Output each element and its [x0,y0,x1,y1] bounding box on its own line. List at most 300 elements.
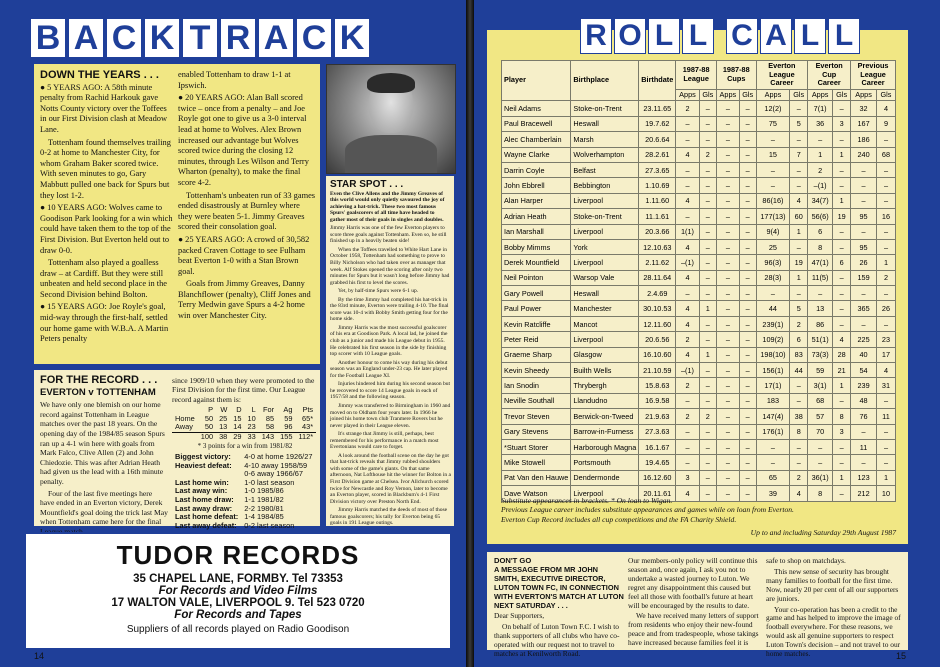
player-birthplace: Wolverhampton [571,147,639,162]
player-stat: 239(1) [756,316,790,331]
player-stat: 176(1) [756,424,790,439]
player-stat: 4 [676,347,699,362]
player-stat: – [876,286,895,301]
player-stat: – [833,486,851,501]
masthead-letter: C [296,18,332,58]
player-stat: 2 [676,332,699,347]
player-stat: 167 [851,116,877,131]
player-stat: – [833,239,851,254]
record-cell: 15 [233,413,242,423]
player-row [502,378,896,393]
ad-footer: Suppliers of all records played on Radio Goodison [126,624,350,635]
player-stat: 20.6.56 [639,332,676,347]
player-row [502,316,896,331]
player-stat: – [833,162,851,177]
player-stat: – [790,101,808,116]
player-stat: 38 [790,409,808,424]
player-stat: – [790,239,808,254]
player-name: Paul Power [502,301,571,316]
player-birthplace: York [571,239,639,254]
ad-address-2: 17 WALTON VALE, LIVERPOOL 9. Tel 523 0720 [111,597,365,609]
player-stat: 9(4) [756,224,790,239]
message-subheading: A MESSAGE FROM MR JOHN SMITH, EXECUTIVE DIRECTOR, LUTON TOWN FC, IN CONNECTION WITH EVERTON'S MATCH AT LUTON NEXT SATURDAY . . . [494,564,624,610]
down-the-years-paragraph: ● 10 YEARS AGO: Wolves came to Goodison Park looking for a win which could have taken them to the top of the First Division. But Everton held out to draw 0-0. [40,203,173,255]
star-spot-paragraph: Another honour to come his way during his debut season was an England under-23 cap. He later played for the Football League XI. [330,359,448,379]
player-birthplace: Builth Wells [571,363,639,378]
player-stat: – [699,193,716,208]
player-stat: – [699,316,716,331]
player-stat: – [739,224,756,239]
player-name: Neil Adams [502,101,571,116]
player-stat: 15.8.63 [639,378,676,393]
player-stat: 65 [756,470,790,485]
player-stat: 27.3.65 [639,162,676,177]
player-row [502,409,896,424]
player-name: Mike Stowell [502,455,571,470]
star-spot-paragraph: A look around the football scene on the day he got that hat-trick reveals that Jimmy rubbed shoulders with some of the game's giants. On that same afternoon, Nat Lofthouse hit the winner for Bolton in a First Division game at Chelsea. Ivor Allchurch scored twice for Newcastle and Roy Vernon, later to become an Everton player, scored in Blackburn's 4-1 First Division victory over Preston North End. [330,452,451,505]
masthead-letter: O [614,18,646,54]
record-cell: 59 [284,413,293,423]
player-stat: 95 [851,209,877,224]
player-birthplace: Liverpool [571,255,639,270]
player-stat: 2 [676,378,699,393]
masthead-letter [716,18,724,52]
player-stat: 159 [851,270,877,285]
player-name: Paul Bracewell [502,116,571,131]
player-stat: 177(13) [756,209,790,224]
player-stat: – [739,455,756,470]
for-the-record-subheading: EVERTON v TOTTENHAM [40,386,156,398]
player-stat: 198(10) [756,347,790,362]
player-row [502,286,896,301]
col-previous-league: Previous League Career [851,61,896,90]
jimmy-harris-photo [326,64,456,174]
player-stat: 27.3.63 [639,424,676,439]
player-stat: 240 [851,147,877,162]
player-stat: – [851,455,877,470]
masthead-letter: R [580,18,612,54]
player-stat: – [790,132,808,147]
player-stat: 2.11.62 [639,255,676,270]
message-heading: DON'T GO [494,556,532,565]
player-stat: – [739,424,756,439]
player-stat: 4 [790,193,808,208]
ad-tagline-2: For Records and Tapes [174,609,302,621]
record-header-cell: W [220,405,228,415]
record-cell: 58 [265,422,275,432]
for-the-record-paragraph: We have only one blemish on our home record against Tottenham in League matches over the past 18 years. On the opening day of the 1984/85 season Spurs ran up a 4-1 win here with goals from Mark Falco, Clive Allen (2) and John Chiedozie. This was after Adrian Heath had given us the lead with a 16th minute penalty. [40,400,165,486]
star-spot-paragraph: Injuries hindered him during his second season but he recovered to score 14 League goals in each of 1957/58 and the following season. [330,381,450,401]
player-name: Wayne Clarke [502,147,571,162]
player-stat: – [739,178,756,193]
player-stat: 1 [876,255,895,270]
player-stat: 60 [790,209,808,224]
player-stat: 10 [876,486,895,501]
player-stat: – [833,101,851,116]
up-to-date-note: Up to and including Saturday 29th August 1987 [750,528,896,537]
masthead-letter: R [220,18,256,58]
down-the-years-col2 [178,70,316,324]
player-stat: 56(6) [808,209,833,224]
player-stat: – [676,162,699,177]
player-stat: – [716,270,739,285]
record-cell: 33 [247,432,256,441]
ad-address-1: 35 CHAPEL LANE, FORMBY. Tel 73353 [133,573,343,585]
player-stat: 26 [876,301,895,316]
player-stat: 54 [851,363,877,378]
player-birthplace: Berwick-on-Tweed [571,409,639,424]
player-name: Pat Van den Hauwe [502,470,571,485]
player-stat: 3 [833,116,851,131]
stat-value: 0-2 last season [244,520,295,530]
player-row [502,424,896,439]
player-stat: 30.10.53 [639,301,676,316]
player-stat: 1 [833,470,851,485]
player-stat: – [833,316,851,331]
player-stat: 19.4.65 [639,455,676,470]
player-stat: – [876,193,895,208]
player-stat: 7 [790,147,808,162]
player-stat: – [716,316,739,331]
player-stat: – [851,178,877,193]
stat-label: Last away win: [175,486,228,496]
player-stat: 3 [833,424,851,439]
player-stat: – [808,286,833,301]
player-stat: 109(2) [756,332,790,347]
player-stat: – [739,378,756,393]
stat-label: Last away defeat: [175,520,237,530]
player-stat: – [739,255,756,270]
masthead-letter: C [726,18,758,54]
player-name: Graeme Sharp [502,347,571,362]
masthead-letter: L [828,18,860,54]
col-gls: Gls [699,89,716,101]
player-row [502,116,896,131]
player-stat: 47(1) [808,255,833,270]
player-stat: 4 [876,101,895,116]
player-name: Ian Marshall [502,224,571,239]
col-apps: Apps [851,89,877,101]
player-stat: – [676,209,699,224]
player-row [502,332,896,347]
player-name: Darrin Coyle [502,162,571,177]
player-stat: – [739,409,756,424]
record-cell: 29 [233,432,242,441]
player-stat: – [756,162,790,177]
player-stat: 123 [851,470,877,485]
player-birthplace: Liverpool [571,224,639,239]
record-cell: 23 [247,422,256,432]
col-gls: Gls [833,89,851,101]
player-birthplace: Stoke-on-Trent [571,209,639,224]
player-stat: – [739,439,756,454]
player-row [502,270,896,285]
player-stat: 12.10.63 [639,239,676,254]
player-stat: – [756,439,790,454]
player-stat: 8 [833,409,851,424]
player-stat: – [876,132,895,147]
page-number-left: 14 [34,651,45,661]
masthead-letter: L [794,18,826,54]
player-name: Bobby Mimms [502,239,571,254]
player-name: Neville Southall [502,393,571,408]
player-row [502,224,896,239]
player-birthplace: Liverpool [571,332,639,347]
record-cell: Away [175,422,193,432]
record-stats-table [172,453,315,530]
player-stat: – [699,255,716,270]
player-stat: 1 [808,147,833,162]
player-stat: – [699,101,716,116]
player-birthplace: Marsh [571,132,639,147]
backtrack-masthead [30,18,370,58]
stat-value: 1-0 last season [244,477,295,487]
player-birthplace: Stoke-on-Trent [571,101,639,116]
record-header-cell: Ag [283,405,293,415]
player-stat: – [739,286,756,301]
player-stat: – [739,347,756,362]
player-stat: – [716,255,739,270]
player-row [502,193,896,208]
player-stat: – [756,455,790,470]
player-stat: 2 [676,409,699,424]
player-birthplace: Glasgow [571,347,639,362]
player-stat: 1 [876,470,895,485]
player-stat: – [699,393,716,408]
player-stat: – [790,439,808,454]
player-stat: 1 [833,193,851,208]
player-stat: 11 [876,409,895,424]
stat-label: Last away draw: [175,503,233,513]
player-birthplace: Mancot [571,316,639,331]
player-stat: 2 [699,147,716,162]
player-stat: 19 [833,209,851,224]
player-stat: – [833,132,851,147]
player-stat: – [790,162,808,177]
col-everton-cup: Everton Cup Career [808,61,851,90]
player-stat: – [739,470,756,485]
player-name: Adrian Heath [502,209,571,224]
record-cell: 25 [219,413,228,423]
player-name: Alan Harper [502,193,571,208]
player-birthplace: Liverpool [571,486,639,501]
player-stat: – [739,116,756,131]
record-cell: 96 [284,422,293,432]
spine-gutter [466,0,474,667]
stat-label: Last home defeat: [175,512,239,522]
player-stat: 23 [876,332,895,347]
player-stat: 28.2.61 [639,147,676,162]
player-stat: 8 [808,239,833,254]
league-record-table [172,406,316,441]
player-stat: – [716,363,739,378]
player-stat: 44 [756,301,790,316]
player-birthplace: Dendermonde [571,470,639,485]
player-stat: – [716,347,739,362]
player-stat: 4 [676,147,699,162]
player-row [502,455,896,470]
player-stat: 6 [808,224,833,239]
col-everton-league: Everton League Career [756,61,808,90]
player-birthplace: Llandudno [571,393,639,408]
player-stat: 1 [790,270,808,285]
stat-value: 2-2 1980/81 [244,503,284,513]
player-stat: – [676,393,699,408]
player-stat: 96(3) [756,255,790,270]
player-stat: 25 [756,239,790,254]
stat-label: Last home win: [175,477,229,487]
player-stat: – [716,162,739,177]
col-apps: Apps [756,89,790,101]
player-stat: 75 [756,116,790,131]
player-stat: 3(1) [808,378,833,393]
player-stat: – [676,439,699,454]
player-name: Peter Reid [502,332,571,347]
player-stat: 6 [833,255,851,270]
record-cell: 50 [204,413,214,423]
player-stat: 34(7) [808,193,833,208]
record-cell: 50 [204,422,214,432]
player-stat: 4 [833,332,851,347]
player-row [502,147,896,162]
player-birthplace: Barrow-in-Furness [571,424,639,439]
player-stat: 7(1) [808,101,833,116]
player-stat: – [876,455,895,470]
player-stat: – [851,286,877,301]
col-league-8788: 1987-88 League [676,61,717,90]
player-stat: 1 [833,378,851,393]
player-stat: 2 [808,162,833,177]
stat-value: 4-10 away 1958/59 [244,460,308,470]
record-cell: Home [175,413,195,423]
player-stat: 83 [790,347,808,362]
player-stat: 1.10.69 [639,178,676,193]
star-spot-intro: Even the Clive Allens and the Jimmy Greaves of this world would only quietly savoured the joy of achieving a hat-trick. These two most famous Spurs' goalscorers of all time have headed to gather most of their goals in singles and doubles. [330,190,445,223]
player-stat: – [833,178,851,193]
masthead-letter: K [144,18,180,58]
player-stat: – [699,239,716,254]
player-stat: – [716,409,739,424]
player-stat: 73(3) [808,347,833,362]
player-row [502,239,896,254]
masthead-letter: L [682,18,714,54]
stat-label: Biggest victory: [175,452,231,461]
player-birthplace: Portsmouth [571,455,639,470]
player-stat: 6 [790,332,808,347]
player-name: John Ebbrell [502,178,571,193]
player-stat: – [699,424,716,439]
player-stat: – [716,332,739,347]
player-stat: 4 [676,239,699,254]
player-stat: – [739,147,756,162]
col-apps: Apps [716,89,739,101]
player-stat: – [676,132,699,147]
player-name: Neil Pointon [502,270,571,285]
player-birthplace: Warsop Vale [571,270,639,285]
col-gls: Gls [790,89,808,101]
player-stat: – [739,193,756,208]
player-stat: 186 [851,132,877,147]
message-paragraph: Dear Supporters, [494,611,545,621]
player-stat: – [716,132,739,147]
message-col2 [628,557,762,650]
record-header-cell: P [208,405,214,415]
player-stat: – [739,486,756,501]
player-stat: 1 [699,347,716,362]
player-stat: – [699,378,716,393]
player-stat: – [739,316,756,331]
player-row [502,393,896,408]
star-spot-paragraph: It's strange that Jimmy is still, perhaps, best remembered for his performance in a match most Evertonians would care to forget. [330,431,439,451]
player-stat: – [739,209,756,224]
record-row [172,415,316,424]
player-row [502,363,896,378]
player-stat: – [676,178,699,193]
player-stat: 44 [790,363,808,378]
player-stat: 39 [756,486,790,501]
player-stat: –(1) [676,255,699,270]
player-stat: – [833,224,851,239]
player-stat: 11 [851,439,877,454]
player-stat: – [739,332,756,347]
player-stat: – [699,178,716,193]
message-paragraph: Your co-operation has been a credit to the game and has helped to improve the image of football everywhere. For these reasons, we would ask all genuine supporters to respect Luton Town's decision – and not travel to our home matches. [766,604,901,659]
player-stat: – [876,239,895,254]
player-stat: 12(2) [756,101,790,116]
col-birthdate: Birthdate [639,61,676,101]
player-stat: 5 [790,116,808,131]
down-the-years-col1 [40,70,174,347]
player-birthplace: Thrybergh [571,378,639,393]
player-stat: – [833,455,851,470]
player-stat: 28 [833,347,851,362]
roll-call-footnotes [501,496,896,524]
record-cell: 43* [302,422,314,432]
player-stat: 11(5) [808,270,833,285]
col-gls: Gls [739,89,756,101]
player-name: *Stuart Storer [502,439,571,454]
player-stat: 23.11.65 [639,101,676,116]
player-stat: – [833,439,851,454]
player-stat: 19.7.62 [639,116,676,131]
player-stat: 28(3) [756,270,790,285]
stat-value: 0-6 away 1966/67 [244,469,304,479]
player-stat: – [739,363,756,378]
record-header-cell: Pts [302,405,314,415]
player-stat: 68 [876,147,895,162]
masthead-letter: C [106,18,142,58]
player-name: Gary Stevens [502,424,571,439]
player-stat: – [699,209,716,224]
player-stat: 36 [808,116,833,131]
player-stat: 4 [790,486,808,501]
player-stat: – [876,162,895,177]
down-the-years-paragraph: Tottenham also played a goalless draw – at Cardiff. But they were still unbeaten and held second place in the Second Division behind Bolton. [40,258,167,299]
player-birthplace: Heswall [571,286,639,301]
player-stat: 17(1) [756,378,790,393]
record-cell: 65* [302,413,314,423]
player-stat: – [739,270,756,285]
player-stat: 86 [808,316,833,331]
player-stat: – [716,178,739,193]
stat-value: 1-4 1984/85 [244,512,284,522]
player-stat: – [876,393,895,408]
player-stat: – [739,162,756,177]
player-stat: – [808,132,833,147]
player-stat: – [716,393,739,408]
player-stat: – [699,224,716,239]
player-stat: – [716,486,739,501]
